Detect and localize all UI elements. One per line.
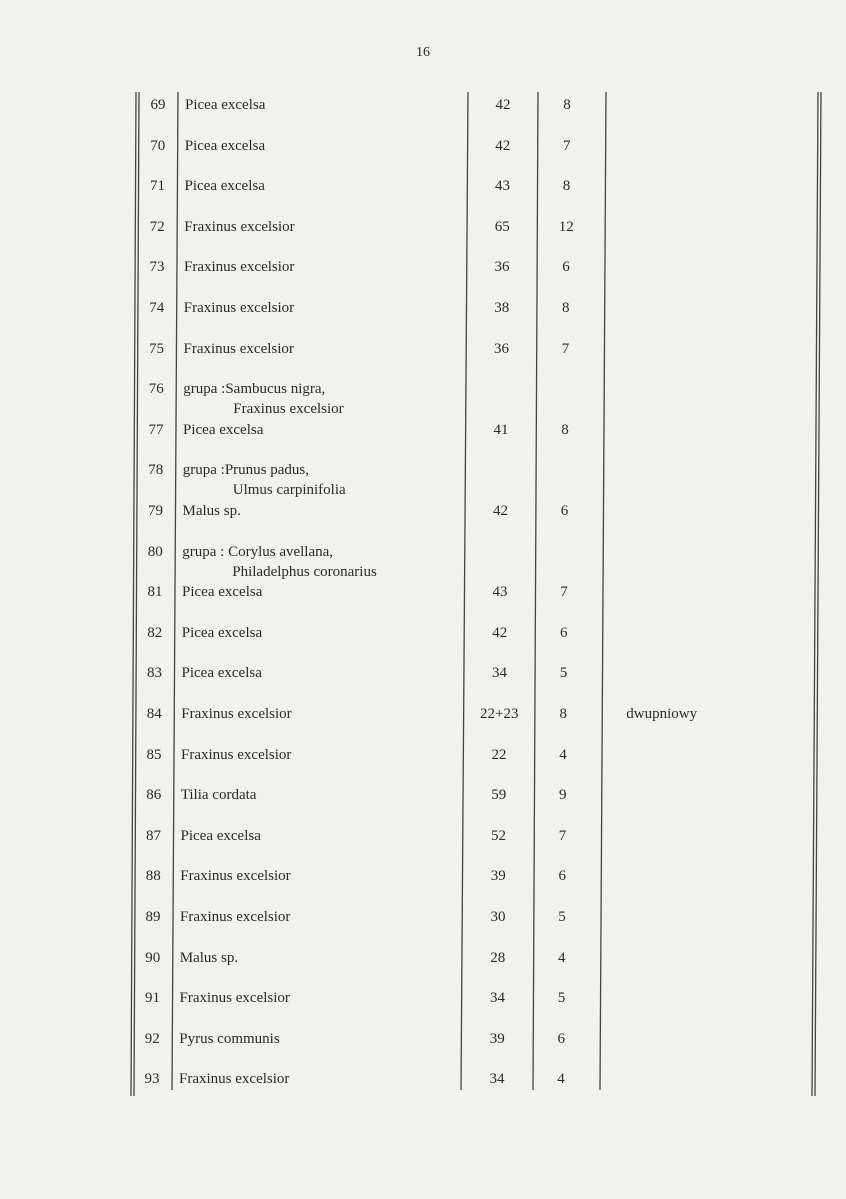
diameter-value: 39	[489, 1030, 505, 1047]
row-number: 91	[145, 990, 160, 1007]
diameter-value: 34	[492, 665, 507, 682]
row-number: 92	[144, 1030, 160, 1047]
row-number: 81	[147, 584, 163, 601]
height-value: 12	[558, 218, 574, 235]
row-number: 88	[145, 868, 161, 885]
row-number: 90	[145, 949, 161, 966]
species-name-continued: Fraxinus excelsior	[233, 401, 344, 418]
row-number: 82	[147, 624, 163, 641]
species-name: Picea excelsa	[181, 665, 262, 682]
row-number: 79	[148, 503, 163, 519]
diameter-value: 36	[494, 340, 509, 357]
height-value: 5	[557, 990, 566, 1007]
height-value: 9	[559, 787, 567, 804]
table-border-right-outer	[812, 92, 818, 1096]
species-name: Picea excelsa	[184, 137, 266, 154]
diameter-value: 30	[490, 909, 506, 925]
row-number: 78	[148, 462, 164, 479]
diameter-value: 34	[490, 990, 505, 1007]
species-name: Picea excelsa	[181, 624, 263, 641]
species-name: Fraxinus excelsior	[183, 300, 295, 316]
diameter-value: 42	[495, 137, 511, 154]
species-name-continued: Ulmus carpinifolia	[232, 482, 346, 499]
diameter-value: 22+23	[480, 706, 519, 722]
height-value: 7	[563, 137, 571, 154]
species-name: Fraxinus excelsior	[181, 706, 292, 722]
height-value: 6	[557, 1030, 565, 1047]
species-name: Fraxinus excelsior	[180, 868, 291, 885]
species-name: Malus sp.	[182, 503, 241, 519]
height-value: 6	[562, 259, 570, 276]
species-name: Pyrus communis	[179, 1030, 280, 1047]
row-number: 77	[148, 421, 164, 438]
height-value: 5	[559, 665, 568, 682]
species-name: Picea excelsa	[183, 421, 264, 438]
height-value: 4	[558, 949, 566, 966]
height-value: 4	[559, 746, 567, 763]
species-name: Fraxinus excelsior	[179, 990, 290, 1007]
diameter-value: 59	[491, 787, 507, 804]
height-value: 4	[557, 1071, 565, 1088]
row-number: 84	[146, 706, 162, 722]
page-number: 16	[416, 45, 430, 60]
diameter-value: 34	[489, 1071, 505, 1088]
table-border-right-inner	[815, 92, 821, 1096]
row-number: 85	[146, 746, 162, 763]
remark: dwupniowy	[626, 706, 698, 722]
height-value: 7	[561, 340, 570, 357]
species-name: Picea excelsa	[185, 97, 266, 113]
species-name: Fraxinus excelsior	[184, 259, 295, 276]
species-name: Picea excelsa	[182, 584, 263, 601]
row-number: 72	[149, 218, 165, 235]
row-number: 73	[149, 259, 165, 276]
diameter-value: 22	[491, 746, 507, 763]
column-divider	[600, 92, 606, 1090]
row-number: 83	[147, 665, 162, 682]
diameter-value: 52	[491, 827, 506, 844]
diameter-value: 43	[495, 178, 510, 195]
species-name: Malus sp.	[179, 949, 239, 966]
height-value: 7	[558, 827, 567, 844]
height-value: 5	[558, 909, 566, 925]
diameter-value: 36	[494, 259, 510, 276]
row-number: 89	[145, 909, 161, 925]
height-value: 6	[560, 624, 568, 641]
species-name: Fraxinus excelsior	[183, 340, 294, 357]
diameter-value: 39	[490, 868, 506, 885]
row-number: 93	[144, 1071, 160, 1088]
diameter-value: 28	[490, 949, 506, 966]
diameter-value: 38	[494, 300, 510, 316]
height-value: 6	[560, 503, 569, 519]
diameter-value: 65	[494, 218, 510, 235]
row-number: 80	[147, 543, 163, 560]
diameter-value: 42	[492, 624, 508, 641]
species-name: Fraxinus excelsior	[179, 1071, 290, 1088]
height-value: 8	[562, 178, 571, 195]
height-value: 8	[559, 706, 567, 722]
height-value: 8	[563, 97, 571, 113]
row-number: 70	[150, 137, 166, 154]
species-name: grupa :Prunus padus,	[182, 462, 309, 479]
species-name: Fraxinus excelsior	[181, 746, 292, 763]
species-name: Fraxinus excelsior	[184, 218, 295, 235]
row-number: 86	[146, 787, 162, 804]
row-number: 69	[150, 97, 166, 113]
diameter-value: 43	[492, 584, 508, 601]
species-name: Picea excelsa	[180, 827, 261, 844]
diameter-value: 42	[493, 503, 508, 519]
row-number: 74	[149, 300, 165, 316]
species-name: Tilia cordata	[180, 787, 257, 804]
species-name: grupa :Sambucus nigra,	[183, 381, 326, 398]
diameter-value: 42	[495, 97, 511, 113]
row-number: 71	[150, 178, 165, 195]
height-value: 7	[560, 584, 568, 601]
height-value: 6	[558, 868, 566, 885]
row-number: 76	[148, 381, 164, 398]
species-name: grupa : Corylus avellana,	[182, 543, 334, 560]
row-number: 87	[146, 827, 161, 844]
row-number: 75	[149, 340, 164, 357]
diameter-value: 41	[493, 421, 509, 438]
column-divider	[461, 92, 468, 1090]
species-name-continued: Philadelphus coronarius	[232, 563, 377, 580]
species-name: Picea excelsa	[184, 178, 265, 195]
species-name: Fraxinus excelsior	[180, 909, 291, 925]
height-value: 8	[561, 421, 569, 438]
height-value: 8	[562, 300, 570, 316]
